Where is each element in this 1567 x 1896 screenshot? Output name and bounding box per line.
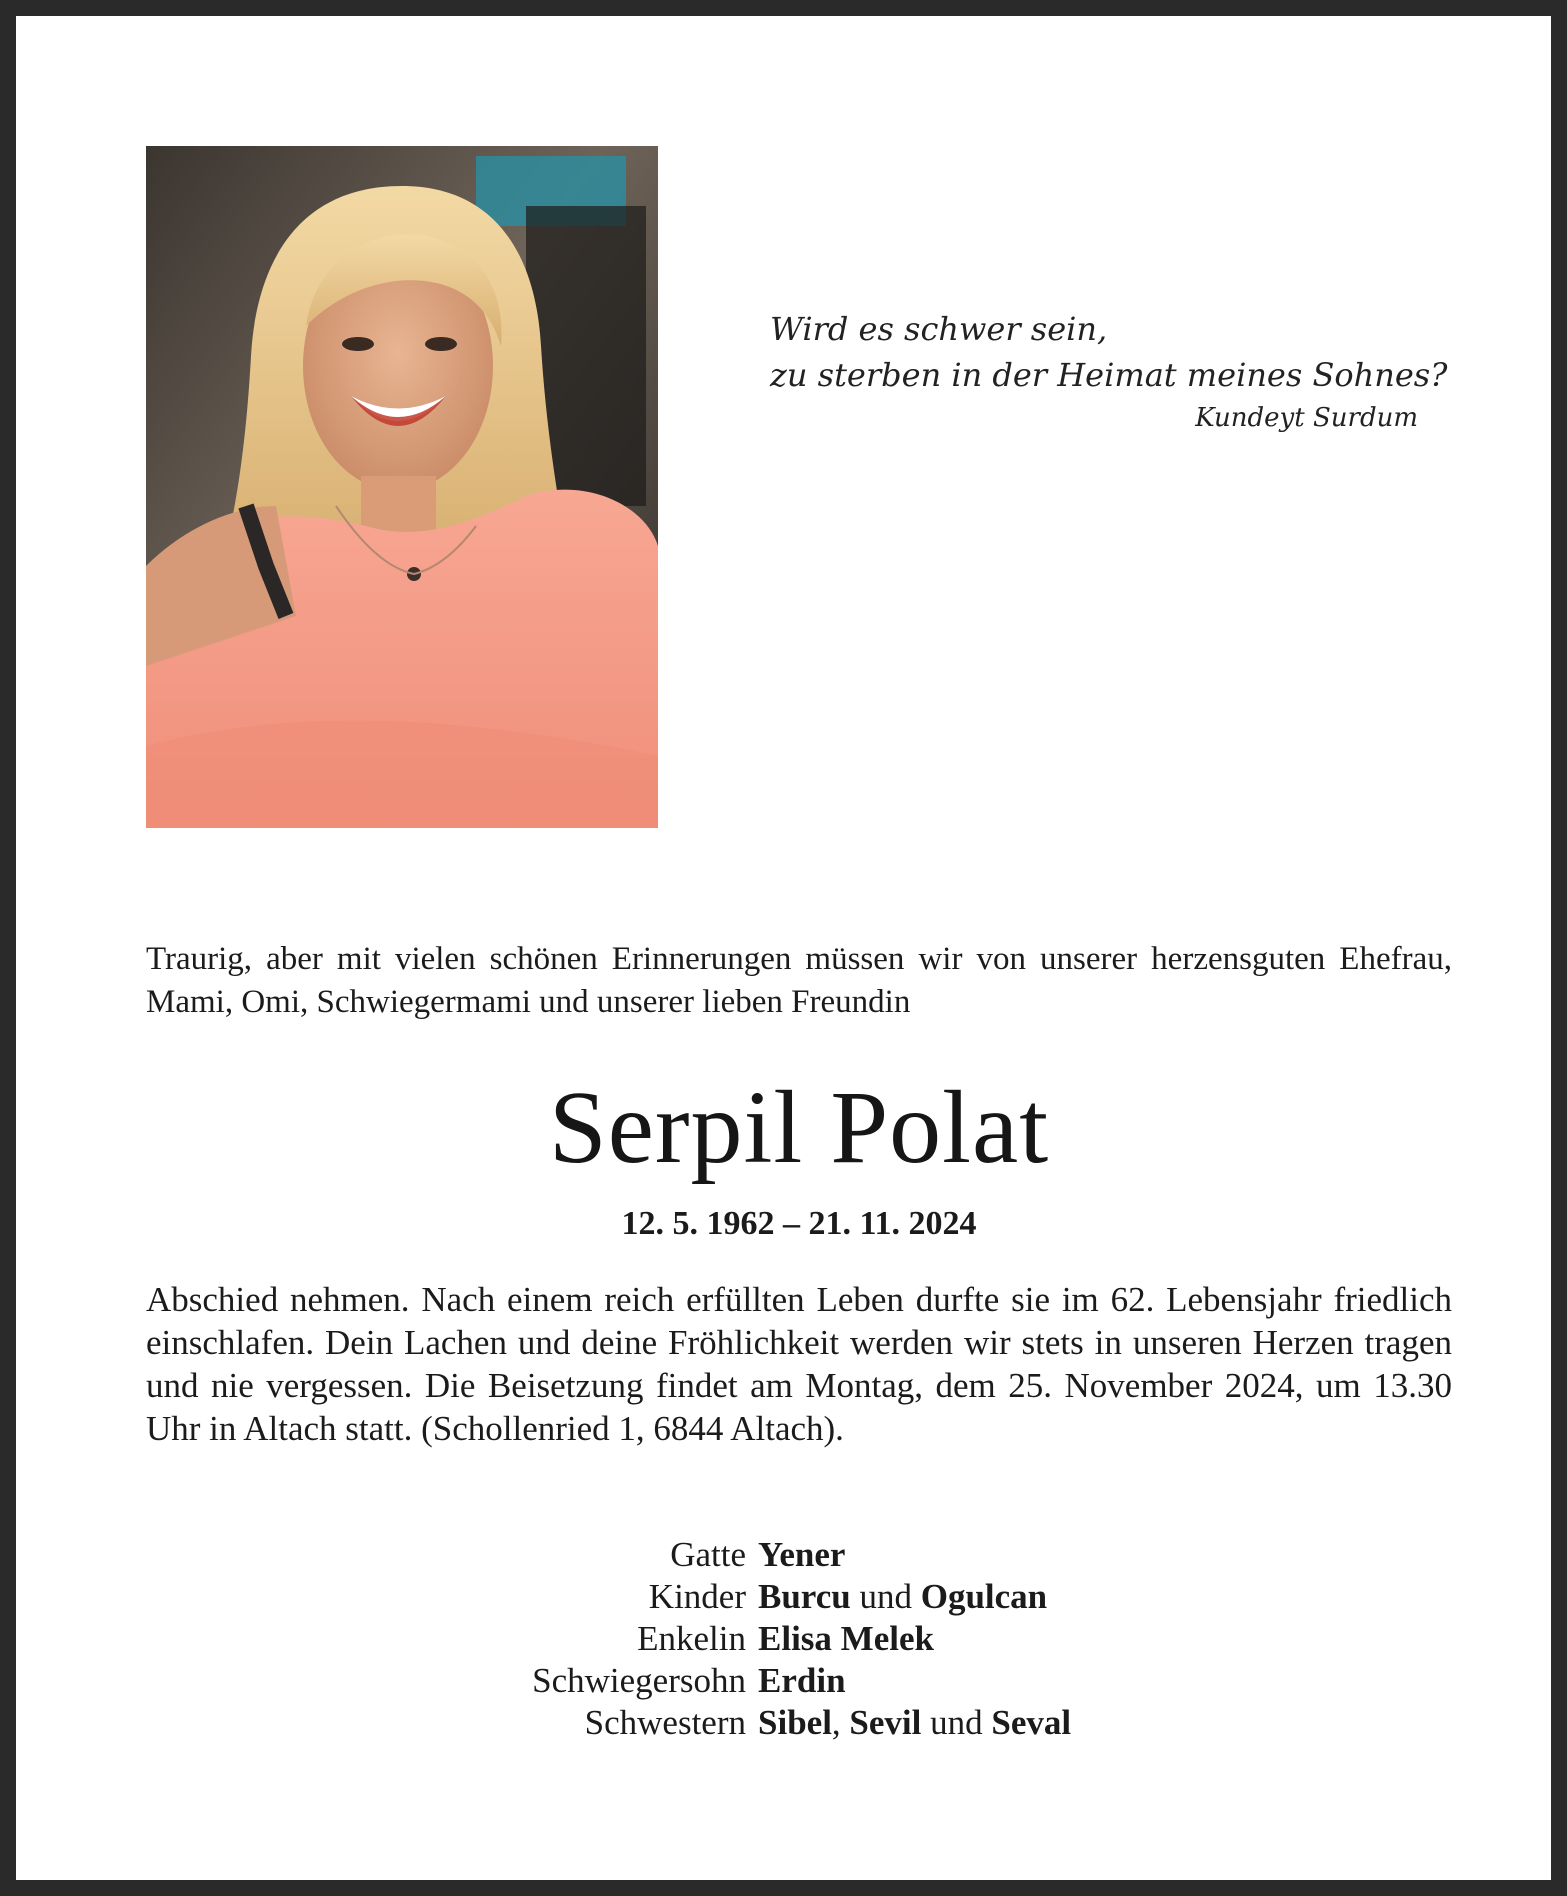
relation-label: Enkelin — [637, 1619, 746, 1658]
quote-author: Kundeyt Surdum — [1195, 403, 1418, 433]
name-separator: , — [831, 1703, 850, 1742]
relation-names — [758, 1660, 1452, 1702]
family-name: Burcu — [758, 1577, 851, 1616]
quote-line-2: zu sterben in der Heimat meines Sohnes? — [770, 356, 1448, 394]
deceased-name: Serpil Polat — [548, 1070, 1050, 1185]
relation-label: Schwiegersohn — [532, 1661, 746, 1700]
relation-names — [758, 1576, 1452, 1618]
name-separator: und — [921, 1703, 992, 1742]
relation-names — [758, 1702, 1452, 1744]
relation-label: Gatte — [670, 1535, 746, 1574]
family-name: Sibel — [758, 1703, 832, 1742]
relation-names — [758, 1618, 1452, 1660]
family-row-schwestern — [146, 1702, 1452, 1744]
family-row-schwiegersohn — [146, 1660, 1452, 1702]
life-dates: 12. 5. 1962 – 21. 11. 2024 — [621, 1205, 977, 1242]
relation-names — [758, 1534, 1452, 1576]
farewell-paragraph: Abschied nehmen. Nach einem reich erfüllten Leben durfte sie im 62. Lebensjahr friedlich einschlafen. Dein Lachen und deine Fröhlichkeit werden wir stets in unseren Herzen tragen und nie vergessen. Die Beisetzung findet am Montag, dem 25. November 2024, um 13.30 Uhr in Altach statt. (Schollenried 1, 6844 Altach). — [146, 1280, 1452, 1448]
family-row-kinder — [146, 1576, 1452, 1618]
family-name: Erdin — [758, 1661, 846, 1700]
portrait-illustration — [146, 146, 658, 828]
epigraph-quote — [770, 306, 1448, 436]
family-row-gatte — [146, 1534, 1452, 1576]
family-name: Sevil — [849, 1703, 922, 1742]
family-row-enkelin — [146, 1618, 1452, 1660]
family-name: Yener — [758, 1535, 846, 1574]
relation-label: Kinder — [648, 1577, 746, 1616]
intro-paragraph: Traurig, aber mit vielen schönen Erinnerungen müssen wir von unserer herzensguten Ehefrau, Mami, Omi, Schwiegermami und unserer lieben Freundin — [146, 941, 1452, 1020]
family-name: Elisa Melek — [758, 1619, 934, 1658]
family-list — [146, 1534, 1452, 1744]
family-name: Ogulcan — [920, 1577, 1048, 1616]
name-separator: und — [850, 1577, 921, 1616]
quote-line-1: Wird es schwer sein, — [770, 310, 1108, 348]
relation-label: Schwestern — [584, 1703, 746, 1742]
family-name: Seval — [991, 1703, 1072, 1742]
portrait-photo — [146, 146, 658, 828]
